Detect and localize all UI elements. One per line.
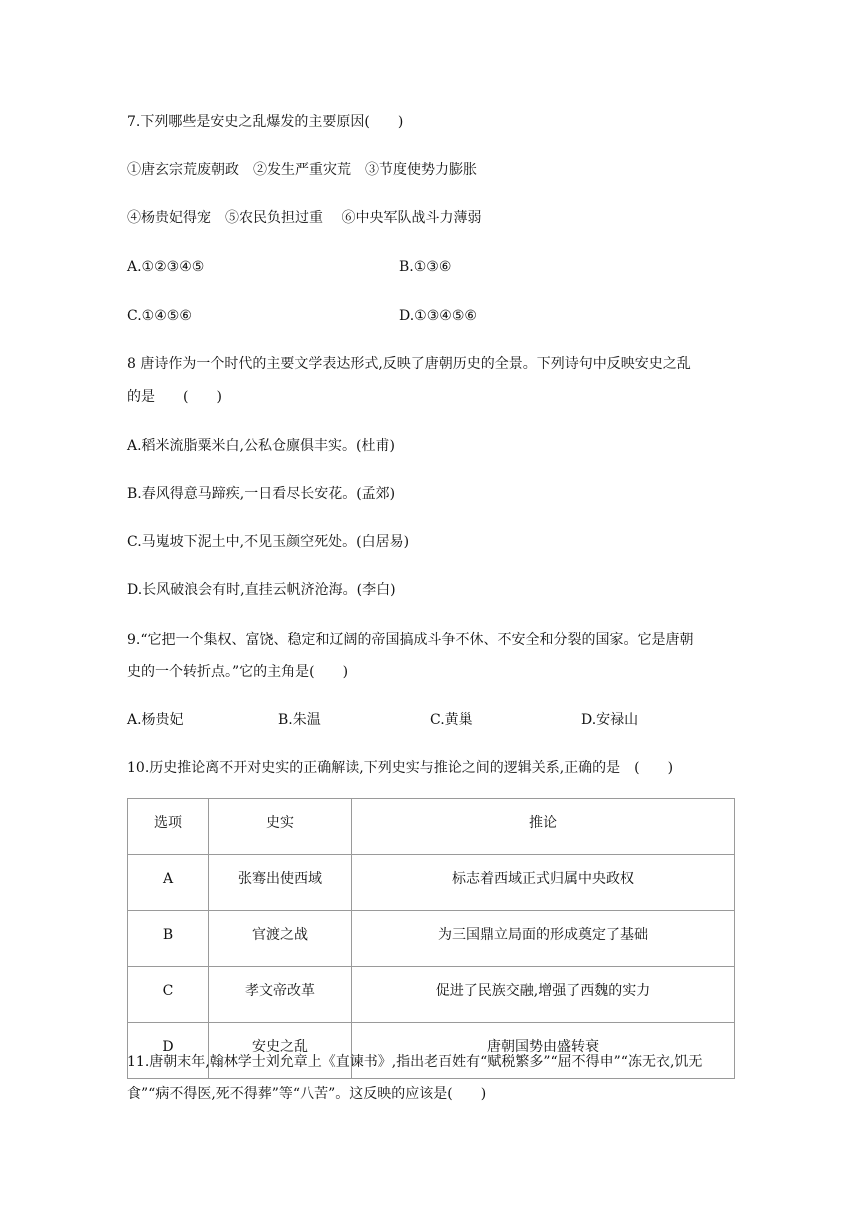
q7-option-c: C.①④⑤⑥ bbox=[127, 308, 192, 324]
q9-option-a: A.杨贵妃 bbox=[127, 712, 184, 728]
q7-statements-line-1: ①唐玄宗荒废朝政 ②发生严重灾荒 ③节度使势力膨胀 bbox=[127, 162, 477, 178]
table-row bbox=[128, 855, 735, 911]
q9-option-b: B.朱温 bbox=[278, 712, 321, 728]
table-header-cell: 选项 bbox=[128, 799, 209, 855]
q11-stem-line-1: 11.唐朝末年,翰林学士刘允章上《直谏书》,指出老百姓有“赋税繁多”“屈不得申”“冻无衣,饥无 bbox=[127, 1054, 703, 1070]
table-cell: B bbox=[128, 911, 209, 967]
q9-option-d: D.安禄山 bbox=[581, 712, 639, 728]
table-cell: A bbox=[128, 855, 209, 911]
table-row bbox=[128, 911, 735, 967]
table-cell: 安史之乱 bbox=[209, 1023, 352, 1079]
q8-stem-line-2: 的是 ( ) bbox=[127, 389, 222, 405]
table-cell: 官渡之战 bbox=[209, 911, 352, 967]
q9-stem-line-1: 9.“它把一个集权、富饶、稳定和辽阔的帝国搞成斗争不休、不安全和分裂的国家。它是唐朝 bbox=[127, 632, 694, 648]
q9-stem-line-2: 史的一个转折点。”它的主角是( ) bbox=[127, 664, 349, 680]
table-header-cell: 史实 bbox=[209, 799, 352, 855]
table-row bbox=[128, 967, 735, 1023]
q7-option-a: A.①②③④⑤ bbox=[127, 259, 205, 275]
table-cell: 标志着西域正式归属中央政权 bbox=[352, 855, 735, 911]
q10-table bbox=[127, 798, 735, 1079]
q8-option-a: A.稻米流脂粟米白,公私仓廪俱丰实。(杜甫) bbox=[127, 438, 395, 454]
q9-option-c: C.黄巢 bbox=[430, 712, 473, 728]
q8-stem-line-1: 8 唐诗作为一个时代的主要文学表达形式,反映了唐朝历史的全景。下列诗句中反映安史之乱 bbox=[127, 356, 691, 372]
q8-option-b: B.春风得意马蹄疾,一日看尽长安花。(孟郊) bbox=[127, 486, 396, 502]
q7-statements-line-2: ④杨贵妃得宠 ⑤农民负担过重 ⑥中央军队战斗力薄弱 bbox=[127, 210, 482, 226]
table-header-row bbox=[128, 799, 735, 855]
table-cell: 唐朝国势由盛转衰 bbox=[352, 1023, 735, 1079]
q7-stem: 7.下列哪些是安史之乱爆发的主要原因( ) bbox=[127, 114, 404, 130]
table-cell: 张骞出使西域 bbox=[209, 855, 352, 911]
table-header-cell: 推论 bbox=[352, 799, 735, 855]
q8-option-d: D.长风破浪会有时,直挂云帆济沧海。(李白) bbox=[127, 582, 396, 598]
q11-stem-line-2: 食”“病不得医,死不得葬”等“八苦”。这反映的应该是( ) bbox=[127, 1086, 487, 1102]
table-cell: C bbox=[128, 967, 209, 1023]
table-cell: 促进了民族交融,增强了西魏的实力 bbox=[352, 967, 735, 1023]
table-cell: D bbox=[128, 1023, 209, 1079]
q10-stem: 10.历史推论离不开对史实的正确解读,下列史实与推论之间的逻辑关系,正确的是 ( ) bbox=[127, 760, 674, 776]
table-cell: 孝文帝改革 bbox=[209, 967, 352, 1023]
q8-option-c: C.马嵬坡下泥土中,不见玉颜空死处。(白居易) bbox=[127, 534, 410, 550]
q7-option-b: B.①③⑥ bbox=[399, 259, 452, 275]
table-cell: 为三国鼎立局面的形成奠定了基础 bbox=[352, 911, 735, 967]
q7-option-d: D.①③④⑤⑥ bbox=[399, 308, 477, 324]
